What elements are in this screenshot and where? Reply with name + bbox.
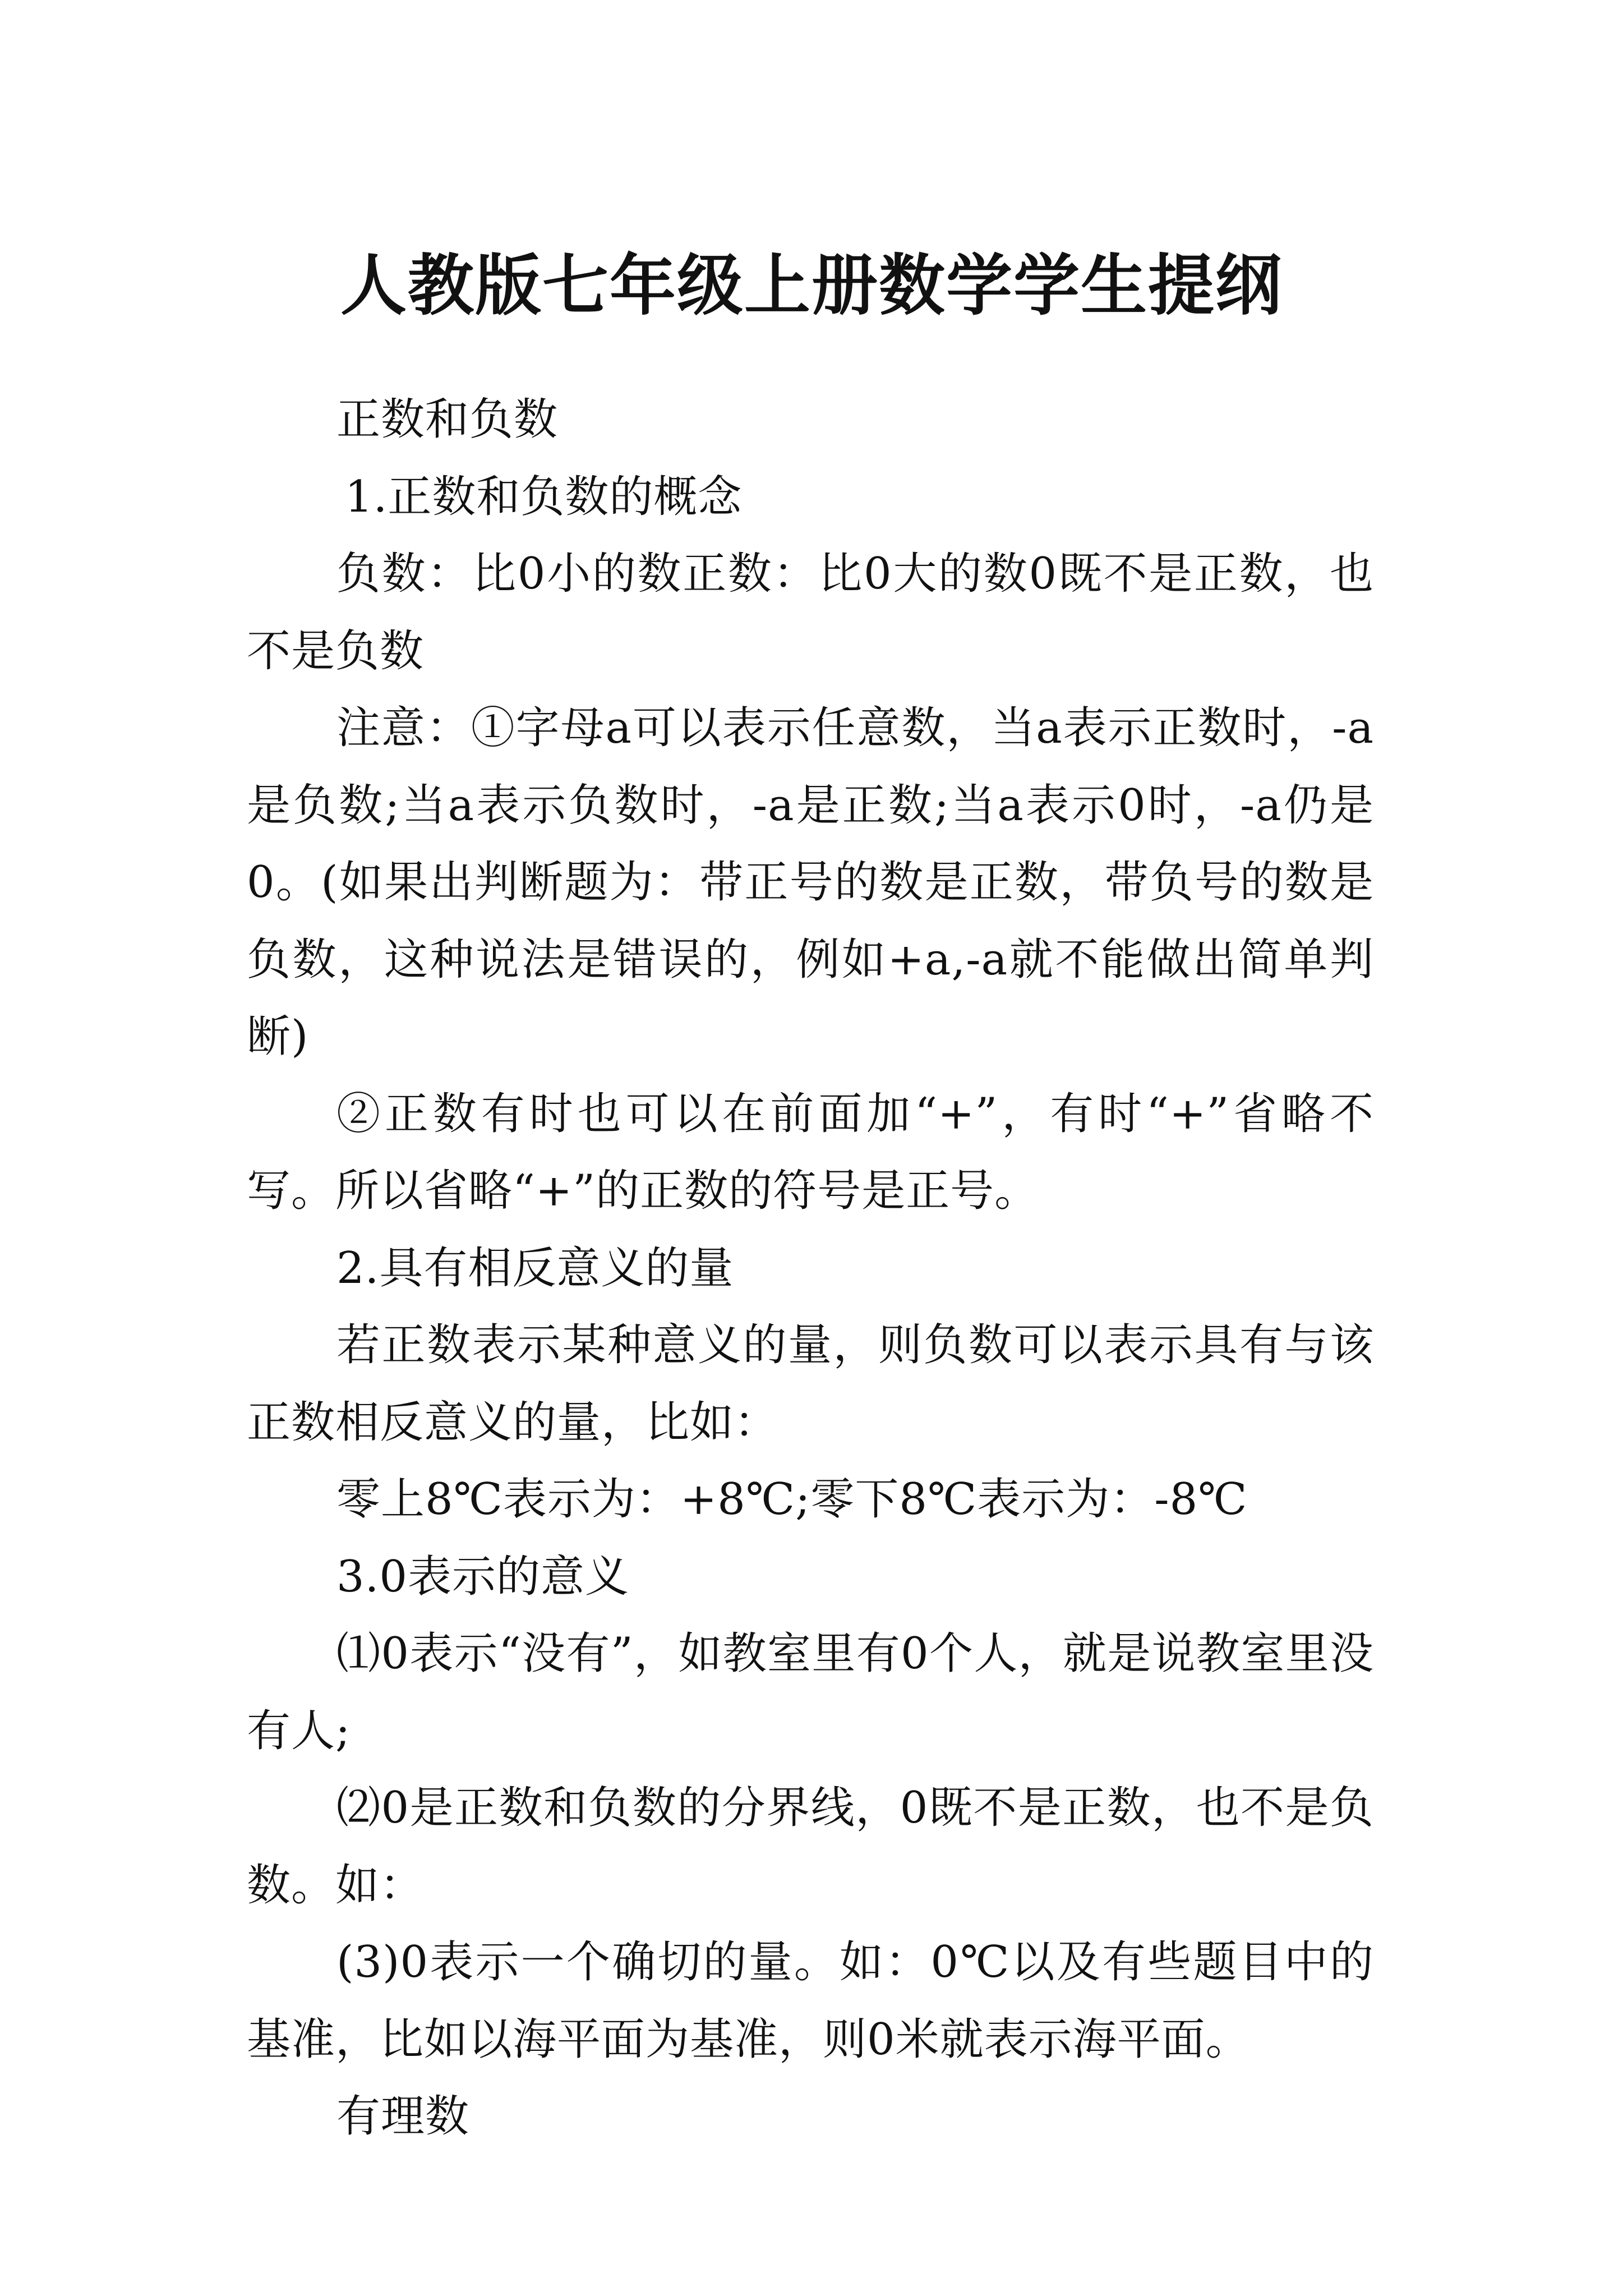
paragraph: 负数：比0小的数正数：比0大的数0既不是正数，也不是负数 [247, 549, 1374, 677]
subsection-heading: 3.0表示的意义 [336, 1551, 630, 1602]
document-body [247, 381, 1374, 2156]
paragraph: (3)0表示一个确切的量。如：0℃以及有些题目中的基准，比如以海平面为基准，则0米就表示海平面。 [247, 1937, 1374, 2065]
section-heading: 正数和负数 [336, 394, 559, 445]
subsection-heading: 1.正数和负数的概念 [345, 471, 743, 522]
subsection-heading: 2.具有相反意义的量 [336, 1243, 734, 1294]
paragraph: 注意：①字母a可以表示任意数，当a表示正数时，-a是负数;当a表示负数时，-a是正数;当a表示0时，-a仍是0。(如果出判断题为：带正号的数是正数，带负号的数是负数，这种说法是错误的，例如+a,-a就不能做出简单判断) [247, 703, 1374, 1062]
section-heading: 有理数 [336, 2091, 470, 2142]
paragraph: 若正数表示某种意义的量，则负数可以表示具有与该正数相反意义的量，比如： [247, 1320, 1374, 1448]
paragraph: ②正数有时也可以在前面加“+”，有时“+”省略不写。所以省略“+”的正数的符号是正号。 [247, 1088, 1374, 1216]
paragraph: ⑵0是正数和负数的分界线，0既不是正数，也不是负数。如： [247, 1783, 1374, 1911]
paragraph: 零上8℃表示为：+8℃;零下8℃表示为：-8℃ [336, 1474, 1248, 1525]
paragraph: ⑴0表示“没有”，如教室里有0个人，就是说教室里没有人; [247, 1628, 1374, 1756]
document-title: 人教版七年级上册数学学生提纲 [340, 247, 1283, 325]
